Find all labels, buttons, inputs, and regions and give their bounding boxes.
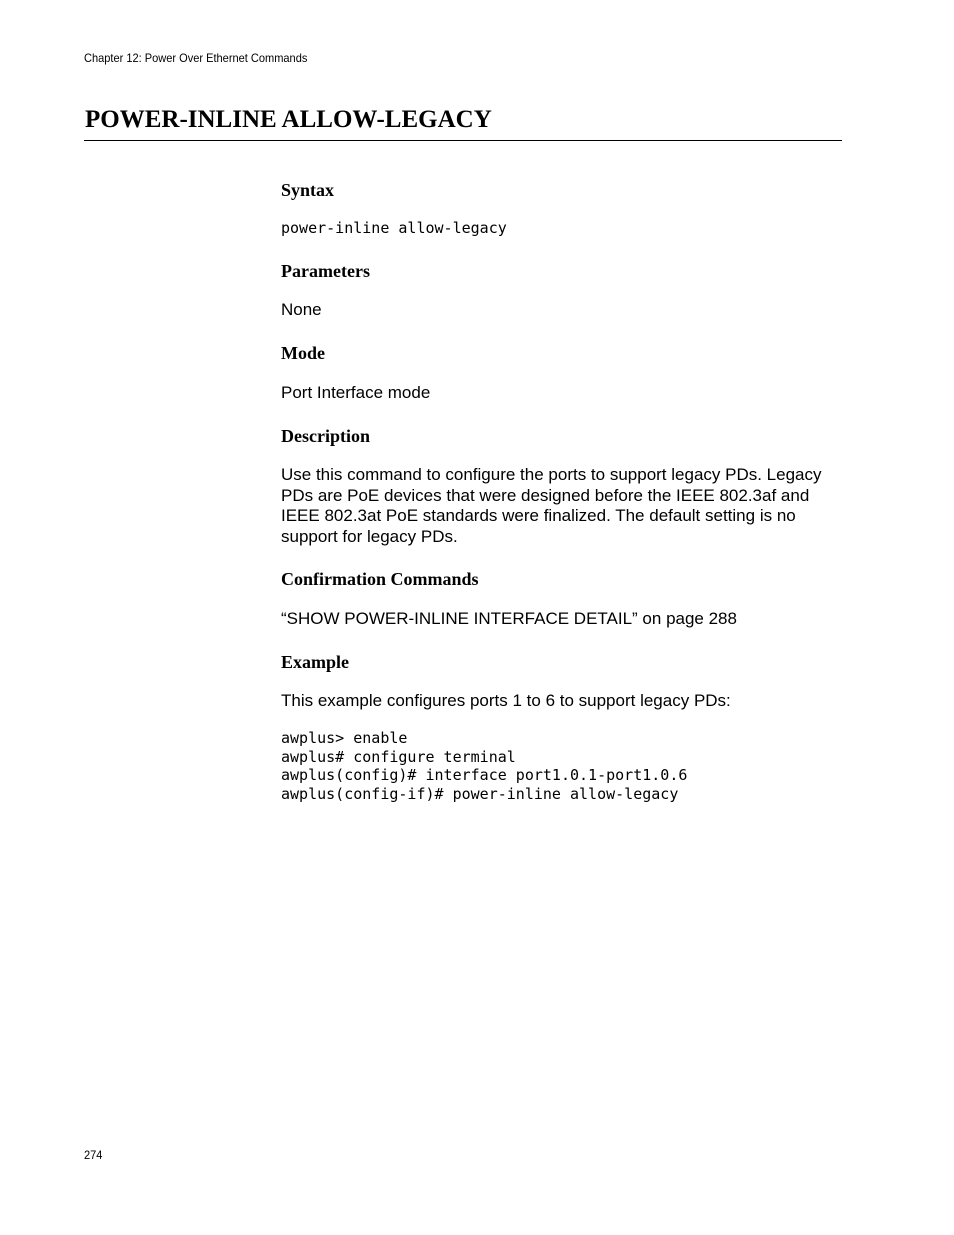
confirmation-heading: Confirmation Commands [281, 569, 479, 589]
syntax-heading: Syntax [281, 180, 335, 200]
page-number: 274 [84, 1148, 103, 1162]
description-heading: Description [281, 426, 370, 446]
example-code-line: awplus(config)# interface port1.0.1-port1.0.6 [281, 766, 688, 785]
running-header: Chapter 12: Power Over Ethernet Commands [84, 51, 308, 65]
example-heading: Example [281, 652, 350, 672]
example-code-line: awplus(config-if)# power-inline allow-legacy [281, 785, 679, 804]
title-rule [84, 140, 842, 141]
mode-heading: Mode [281, 343, 325, 363]
confirmation-command-link[interactable]: “SHOW POWER-INLINE INTERFACE DETAIL” on page 288 [281, 609, 737, 628]
syntax-command: power-inline allow-legacy [281, 219, 507, 237]
parameters-text: None [281, 300, 322, 319]
example-intro: This example configures ports 1 to 6 to support legacy PDs: [281, 691, 731, 710]
description-text: Use this command to configure the ports to support legacy PDs. Legacy PDs are PoE devices that were designed before the IEEE 802.3af and IEEE 802.3at PoE standards were finalized. The default setting is no support for legacy PDs. [281, 465, 822, 546]
example-code-line: awplus# configure terminal [281, 747, 516, 766]
parameters-heading: Parameters [281, 261, 370, 281]
page-title: POWER-INLINE ALLOW-LEGACY [85, 106, 492, 133]
example-code-line: awplus> enable [281, 729, 408, 747]
mode-text: Port Interface mode [281, 383, 431, 402]
